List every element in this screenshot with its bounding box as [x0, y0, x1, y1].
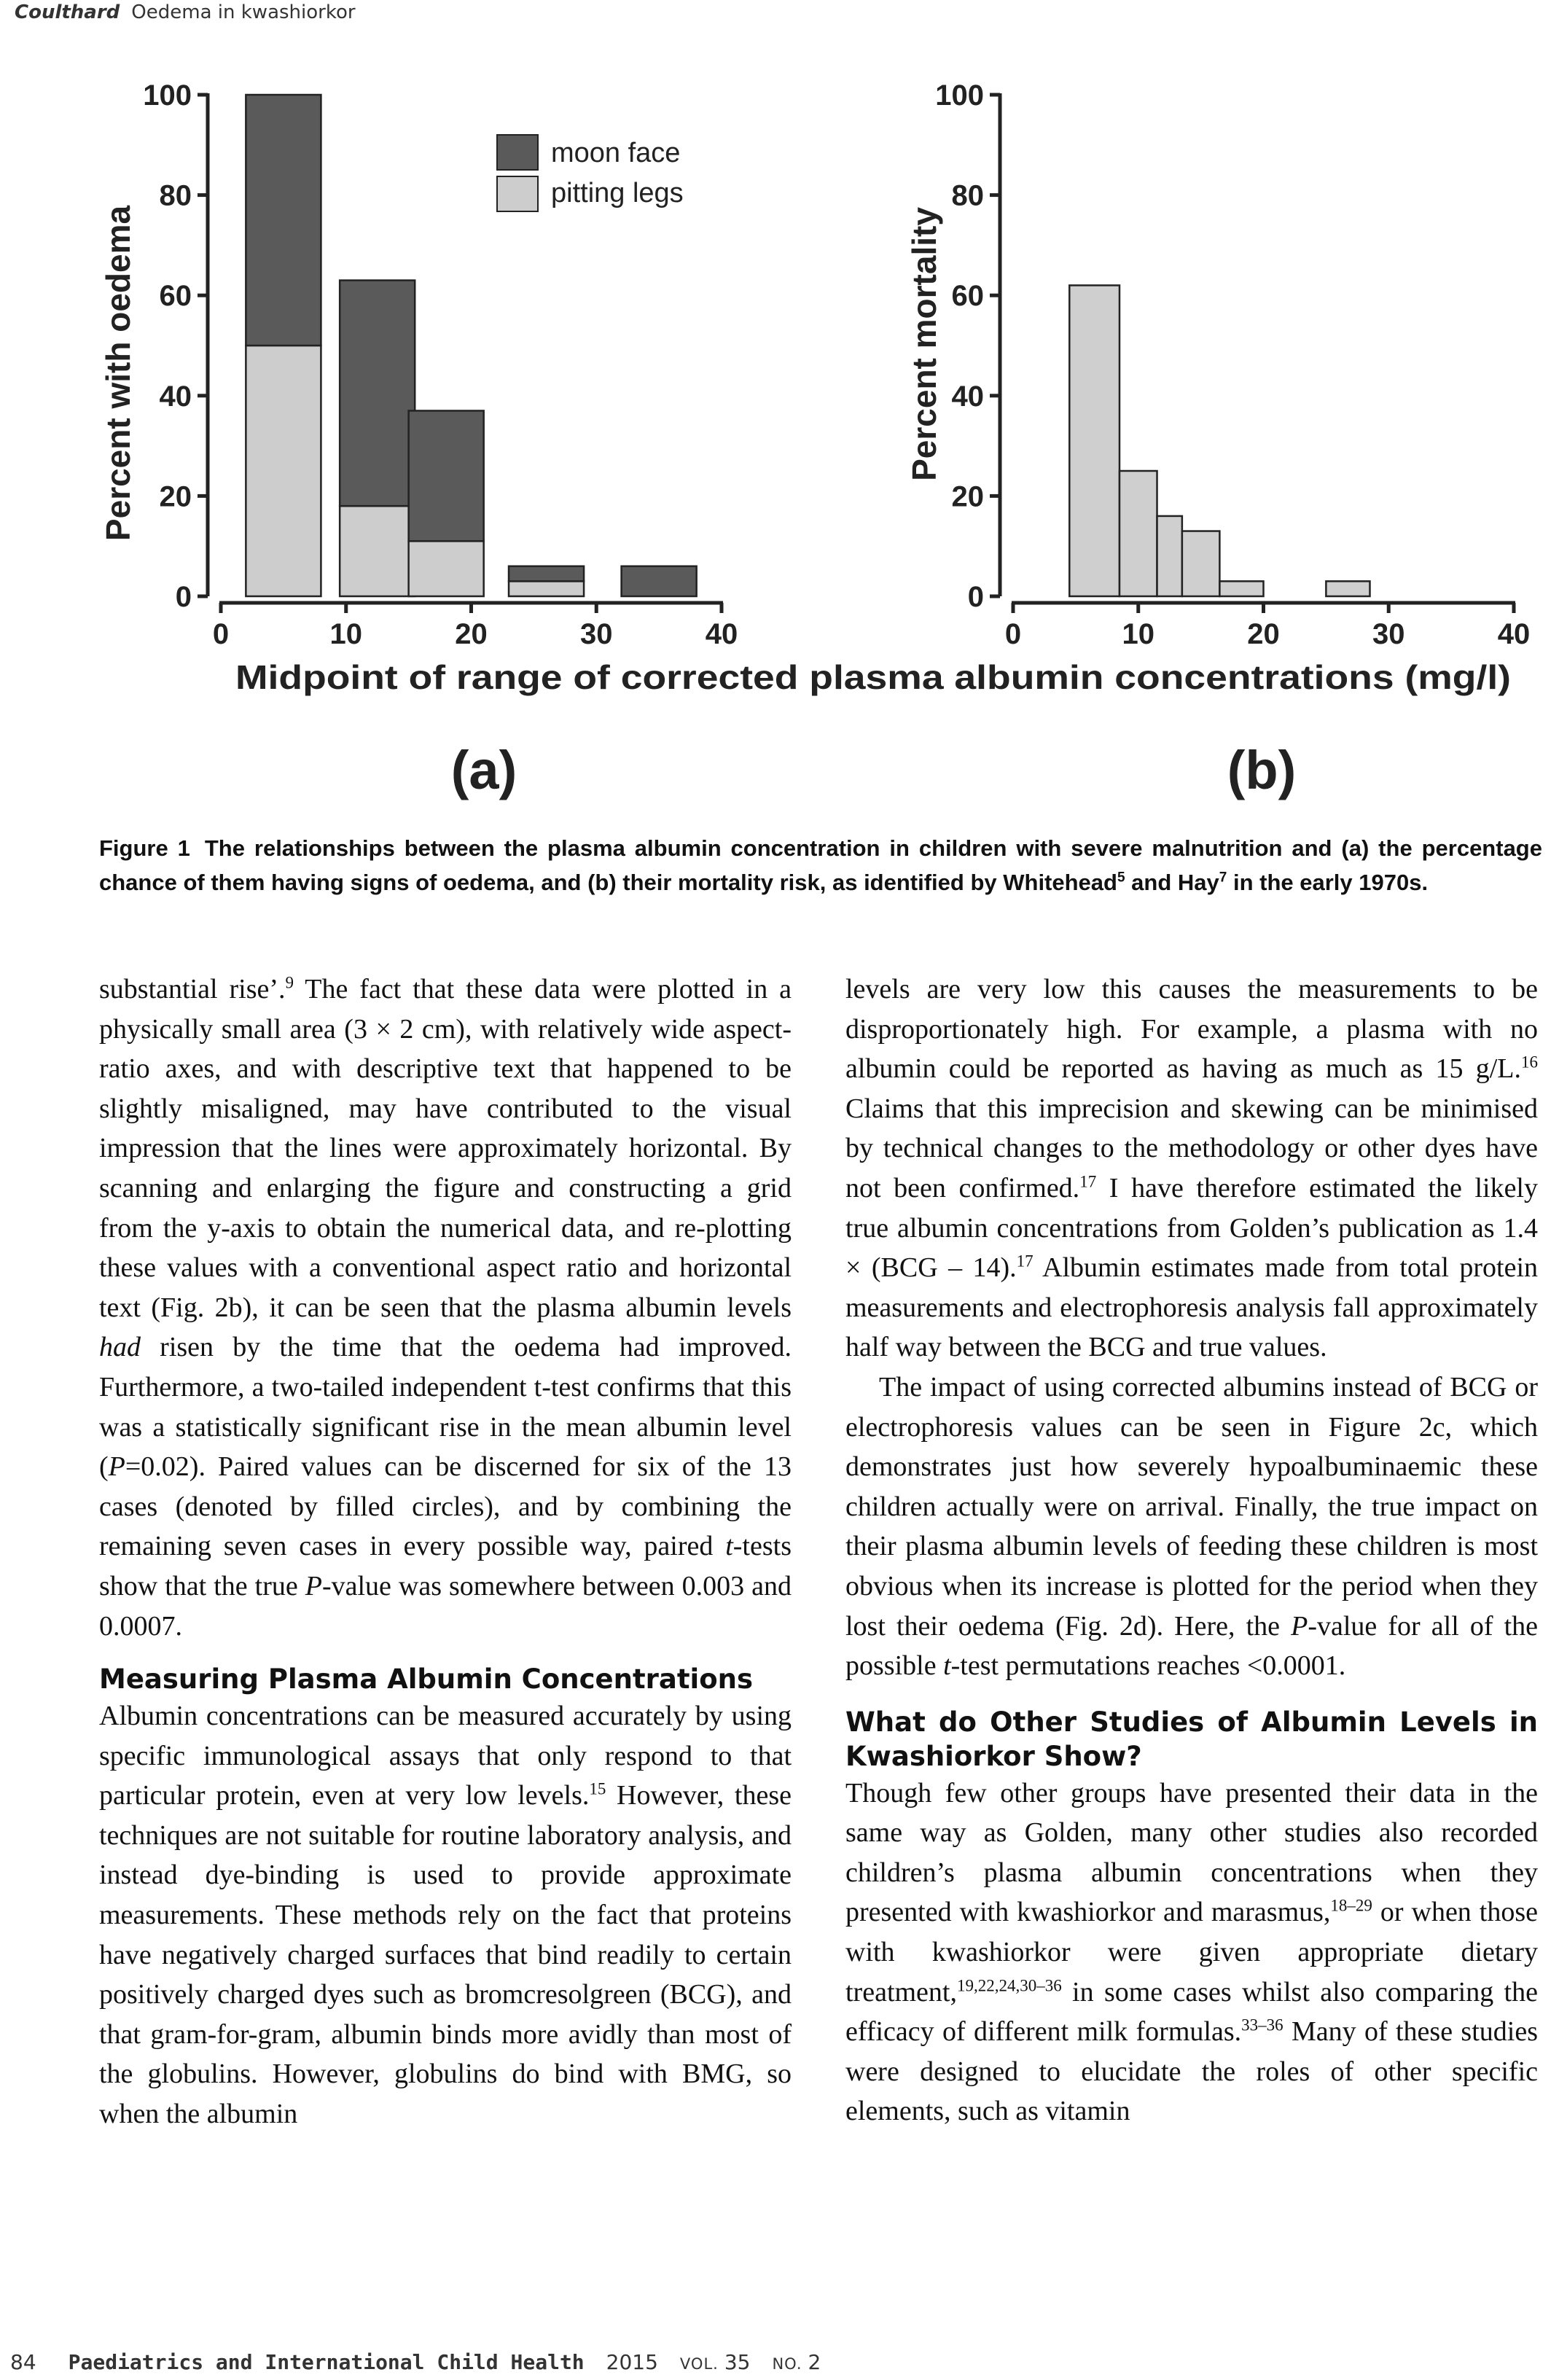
caption-text: and Hay [1125, 870, 1219, 895]
panel-b-axes [935, 79, 1530, 650]
paragraph [99, 1696, 792, 2134]
emphasis: P [305, 1570, 322, 1601]
volume-label: VOL. [679, 2355, 719, 2373]
right-column [845, 969, 1538, 2131]
panel-a-x-tick-label: 40 [705, 618, 738, 650]
text-run: levels are very low this causes the measurements to be disproportionately high. For example, a plasma with no albumin could be reported as having as much as 15 g/L. [845, 974, 1538, 1085]
bar-mortality [1120, 471, 1157, 596]
text-run: -value was somewhere between 0.003 and 0.0007. [99, 1570, 792, 1642]
bar-mortality [1182, 531, 1220, 596]
panel-b-x-tick-label: 20 [1247, 618, 1280, 650]
citation: 19,22,24,30–36 [956, 1976, 1062, 1994]
bar-pitting-legs [409, 541, 484, 596]
bar-moon-face [340, 281, 415, 507]
emphasis: t [943, 1650, 951, 1682]
citation: 9 [285, 973, 294, 992]
bar-moon-face [409, 410, 484, 541]
paragraph [845, 969, 1538, 1367]
panel-b-y-tick-label: 0 [967, 581, 984, 613]
bar-pitting-legs [246, 346, 321, 596]
text-run: =0.02). Paired values can be discerned for six of the 13 cases (denoted by filled circles), and by combining the remaining seven cases in every possible way, paired [99, 1451, 792, 1562]
text-run: -tests show that the true [99, 1531, 792, 1601]
citation: 15 [589, 1779, 606, 1798]
text-run: Many of these studies were designed to elucidate the roles of other specific elements, such as vitamin [845, 2016, 1538, 2127]
panel-b-x-tick-label: 30 [1372, 618, 1405, 650]
panel-a-y-axis-title: Percent with oedema [99, 205, 137, 542]
paragraph [99, 969, 792, 1646]
panel-a-y-tick-label: 0 [175, 581, 192, 613]
caption-figure-label: Figure 1 [99, 835, 190, 861]
panel-a-bars [246, 95, 696, 596]
page-footer [10, 2350, 843, 2375]
panel-b-y-tick-label: 60 [951, 280, 984, 313]
text-run: in some cases whilst also comparing the efficacy of different milk formulas. [845, 1976, 1538, 2048]
page-number: 84 [10, 2350, 36, 2374]
panel-b-y-tick-label: 20 [951, 480, 984, 513]
bar-moon-face [246, 95, 321, 346]
legend-label-moon-face: moon face [551, 138, 681, 168]
citation: 17 [1079, 1172, 1097, 1191]
panel-a-y-tick-label: 80 [159, 179, 192, 212]
text-run: The fact that these data were plotted in a physically small area (3 × 2 cm), with relatively wide aspect-ratio axes, and with descriptive text that happened to be slightly misaligned, may have contributed to the visual impression that the lines were approximately horizontal. By scanning and enlarging the figure and constructing a grid from the y-axis to obtain the numerical data, and re-plotting these values with a conventional aspect ratio and horizontal text (Fig. 2b), it can be seen that the plasma albumin levels [99, 974, 792, 1323]
panel-b-y-axis-title: Percent mortality [905, 207, 943, 481]
emphasis: P [108, 1451, 125, 1483]
text-run: Albumin concentrations can be measured accurately by using specific immunological assays that only respond to that particular protein, even at very low levels. [99, 1701, 792, 1811]
left-column [99, 969, 792, 2134]
journal-name: Paediatrics and International Child Health [68, 2350, 585, 2374]
bar-mortality [1069, 285, 1120, 596]
panel-a-y-tick-label: 20 [159, 480, 192, 513]
text-run: However, these techniques are not suitable for routine laboratory analysis, and instead dye-binding is used to provide approximate measurements. These methods rely on the fact that proteins have negatively charged surfaces that bind readily to certain positively charged dyes such as bromcresolgreen (BCG), and that gram-for-gram, albumin binds more avidly than most of the globulins. However, globulins do bind with BMG, so when the albumin [99, 1780, 792, 2130]
legend-swatch-moon-face [497, 135, 538, 170]
figure-caption [99, 831, 1542, 900]
panel-b-x-tick-label: 40 [1497, 618, 1531, 650]
journal-year: 2015 [606, 2350, 658, 2374]
text-run: Claims that this imprecision and skewing can be minimised by technical changes to the methodology or other dyes have not been confirmed. [845, 1093, 1538, 1203]
legend-label-pitting-legs: pitting legs [551, 178, 684, 208]
legend-swatch-pitting-legs [497, 176, 538, 211]
panel-a-legend [497, 135, 684, 211]
text-run: or when those with kwashiorkor were given appropriate dietary treatment, [845, 1897, 1538, 2008]
panel-a-x-tick-label: 20 [455, 618, 488, 650]
citation: 18–29 [1330, 1896, 1372, 1915]
panel-b-y-tick-label: 40 [951, 380, 984, 413]
issue-label: NO. [772, 2355, 802, 2373]
text-run: Albumin estimates made from total protein measurements and electrophoresis analysis fall approximately half way between the BCG and true values. [845, 1252, 1538, 1363]
section-heading: Measuring Plasma Albumin Concentrations [99, 1663, 754, 1696]
text-run: I have therefore estimated the likely true albumin concentrations from Golden’s publication as 1.4 × (BCG – 14). [845, 1172, 1538, 1284]
bar-mortality [1326, 581, 1370, 596]
text-run: substantial rise’. [99, 974, 286, 1004]
panel-b-x-tick-label: 0 [1004, 618, 1022, 650]
panel-a-y-tick-label: 100 [143, 79, 192, 112]
paragraph [845, 1774, 1538, 2131]
bar-moon-face [509, 566, 584, 582]
bar-mortality [1157, 516, 1182, 596]
text-run: -test permutations reaches <0.0001. [950, 1650, 1346, 1682]
panel-a-y-tick-label: 40 [159, 380, 192, 413]
emphasis: t [725, 1531, 733, 1562]
panel-a-x-tick-label: 30 [580, 618, 613, 650]
bar-pitting-legs [509, 581, 584, 596]
citation: 17 [1016, 1252, 1034, 1271]
panel-b-bars [1069, 285, 1370, 596]
panel-a-label: (a) [450, 740, 517, 800]
panel-b-y-tick-label: 80 [951, 179, 984, 212]
panel-a-x-tick-label: 10 [329, 618, 362, 650]
caption-text: The relationships between the plasma albumin concentration in children with severe malnutrition and (a) the percentage chance of them having signs of oedema, and (b) their mortality risk, as identified by Whitehead [99, 835, 1542, 895]
section-heading: What do Other Studies of Albumin Levels in Kwashiorkor Show? [845, 1706, 1538, 1772]
shared-x-axis-title: Midpoint of range of corrected plasma albumin concentrations (mg/l) [235, 658, 1511, 696]
panel-b-label: (b) [1227, 740, 1297, 800]
citation: 16 [1521, 1053, 1538, 1072]
running-head [15, 1, 356, 23]
panel-a-x-tick-label: 0 [212, 618, 230, 650]
running-head-author: Coulthard [15, 1, 120, 23]
running-head-title: Oedema in kwashiorkor [131, 1, 356, 23]
figure-1 [0, 44, 1559, 816]
citation: 33–36 [1241, 2016, 1283, 2034]
caption-citation: 5 [1117, 870, 1125, 886]
panel-b-x-tick-label: 10 [1122, 618, 1154, 650]
bar-moon-face [622, 566, 697, 596]
issue-number: 2 [808, 2350, 821, 2374]
emphasis: had [99, 1332, 141, 1363]
panel-b-y-tick-label: 100 [935, 79, 984, 112]
text-run: -value for all of the possible [845, 1610, 1539, 1682]
caption-text: in the early 1970s. [1227, 870, 1429, 895]
bar-mortality [1219, 581, 1263, 596]
caption-citation: 7 [1219, 870, 1227, 886]
panel-a-y-tick-label: 60 [159, 280, 192, 313]
volume-number: 35 [724, 2350, 751, 2374]
emphasis: P [1291, 1610, 1308, 1642]
bar-pitting-legs [340, 506, 415, 596]
text-run: The impact of using corrected albumins instead of BCG or electrophoresis values can be seen in Figure 2c, which demonstrates just how severely hypoalbuminaemic these children actually were on arrival. Finally, the true impact on their plasma albumin levels of feeding these children is most obvious when its increase is plotted for the period when they lost their oedema (Fig. 2d). Here, the [845, 1371, 1538, 1642]
text-run: risen by the time that the oedema had improved. Furthermore, a two-tailed independent t-test confirms that this was a statistically significant rise in the mean albumin level ( [99, 1332, 792, 1483]
paragraph [845, 1367, 1538, 1686]
text-run: Though few other groups have presented their data in the same way as Golden, many other studies also recorded children’s plasma albumin concentrations when they presented with kwashiorkor and marasmus, [845, 1777, 1538, 1928]
